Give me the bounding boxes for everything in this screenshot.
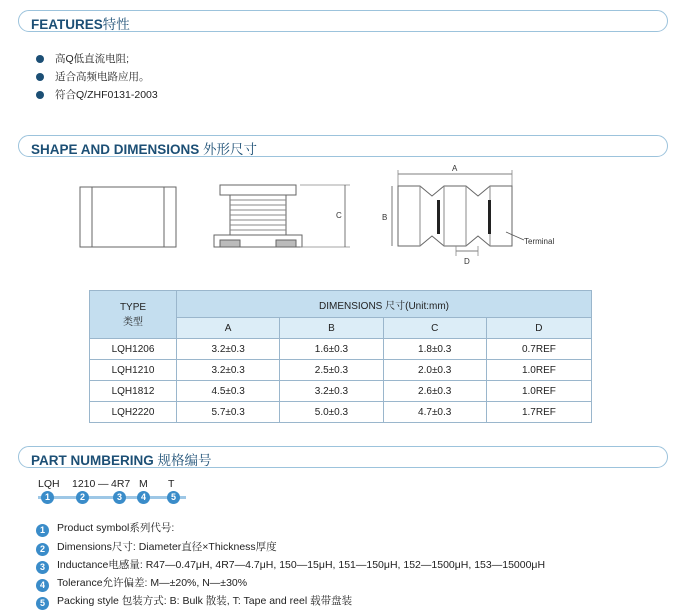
shape-section-header — [18, 135, 668, 157]
code-segment: 1210 — [72, 478, 96, 490]
marker-3: 3 — [113, 491, 126, 504]
table-row: LQH1210 3.2±0.3 2.5±0.3 2.0±0.3 1.0REF — [90, 360, 592, 381]
column-header: C — [383, 318, 486, 339]
feature-item: 高Q低直流电阻; — [36, 51, 129, 66]
column-header: D — [486, 318, 591, 339]
code-segment: T — [168, 478, 175, 490]
shape-drawings — [0, 160, 680, 280]
part-item: 4 Tolerance允许偏差: M—±20%, N—±30% — [36, 575, 247, 592]
part-item: 5 Packing style 包装方式: B: Bulk 散装, T: Tape and reel 载带盘装 — [36, 593, 352, 610]
code-underline — [38, 496, 186, 499]
column-header: A — [177, 318, 280, 339]
marker-5: 5 — [167, 491, 180, 504]
code-segment: — — [98, 478, 109, 490]
shape-title: SHAPE AND DIMENSIONS 外形尺寸 — [31, 142, 258, 157]
code-segment: M — [139, 478, 148, 490]
terminal-label: Terminal — [524, 237, 555, 246]
dim-label-d: D — [464, 257, 470, 266]
part-item: 1 Product symbol系列代号: — [36, 520, 174, 537]
part-item: 2 Dimensions尺寸: Diameter直径×Thickness厚度 — [36, 539, 277, 556]
bullet-icon — [36, 55, 44, 63]
table-row: LQH1206 3.2±0.3 1.6±0.3 1.8±0.3 0.7REF — [90, 339, 592, 360]
bullet-icon — [36, 73, 44, 81]
part-numbering-title: PART NUMBERING 规格编号 — [31, 453, 212, 468]
side-view-drawing — [214, 185, 350, 247]
features-section-header — [18, 10, 668, 32]
marker-2: 2 — [76, 491, 89, 504]
dim-label-c: C — [336, 211, 342, 220]
part-numbering-section-header — [18, 446, 668, 468]
front-view-drawing — [80, 187, 176, 247]
type-header: TYPE 类型 — [90, 291, 177, 339]
dimensions-table — [89, 290, 592, 423]
code-segment: LQH — [38, 478, 60, 490]
features-title: FEATURES特性 — [31, 17, 130, 32]
part-item: 3 Inductance电感量: R47—0.47μH, 4R7—4.7μH, 150—15μH, 151—150μH, 152—1500μH, 153—15000μH — [36, 557, 545, 574]
marker-1: 1 — [41, 491, 54, 504]
column-header: B — [280, 318, 383, 339]
dim-label-b: B — [382, 213, 388, 222]
feature-item: 符合Q/ZHF0131-2003 — [36, 87, 158, 102]
top-view-drawing — [382, 164, 554, 266]
code-segment: 4R7 — [111, 478, 131, 490]
dim-label-a: A — [452, 164, 458, 173]
marker-4: 4 — [137, 491, 150, 504]
bullet-icon — [36, 91, 44, 99]
dimensions-header: DIMENSIONS 尺寸(Unit:mm) — [177, 291, 592, 318]
table-row: LQH1812 4.5±0.3 3.2±0.3 2.6±0.3 1.0REF — [90, 381, 592, 402]
feature-item: 适合高频电路应用。 — [36, 69, 150, 84]
table-row: LQH2220 5.7±0.3 5.0±0.3 4.7±0.3 1.7REF — [90, 402, 592, 423]
